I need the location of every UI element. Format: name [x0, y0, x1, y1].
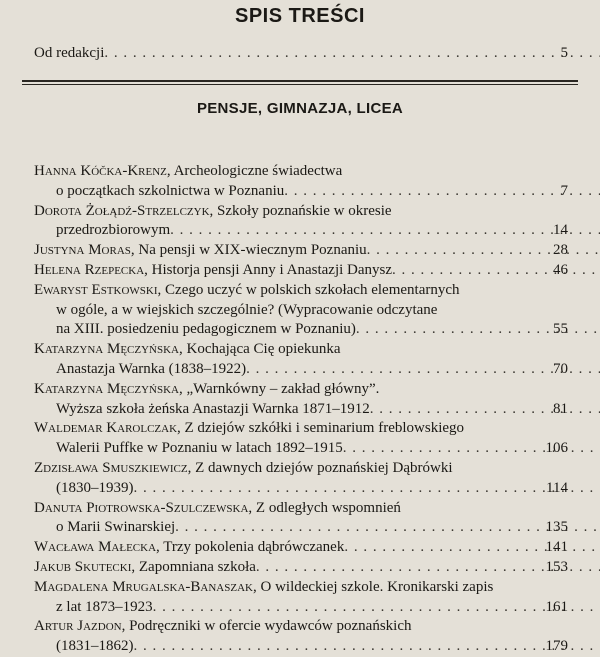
- entry-title-continued: [56, 180, 284, 202]
- dot-leader: [104, 45, 600, 61]
- entry-title: Na pensji w XIX-wiecznym Poznaniu: [138, 242, 366, 258]
- toc-entry-line[interactable]: [34, 338, 568, 360]
- entry-title-continued: [56, 358, 246, 380]
- entry-author: Magdalena Mrugalska-Banaszak: [34, 579, 253, 595]
- entry-title-continued: [56, 398, 370, 420]
- toc-entry-line[interactable]: [34, 556, 568, 578]
- entry-title: Zapomniana szkoła: [139, 559, 256, 575]
- toc-entry-line[interactable]: [34, 536, 568, 558]
- dot-leader: [392, 262, 600, 278]
- dot-leader: [134, 638, 600, 654]
- entry-title: Czego uczyć w polskich szkołach elementarnych: [165, 282, 459, 298]
- page-number: 161: [542, 596, 569, 618]
- page-number: 28: [549, 239, 568, 261]
- entry-title: z lat 1873–1923: [56, 599, 153, 615]
- divider: [22, 80, 578, 82]
- entry-author: Katarzyna Męczyńska: [34, 341, 179, 357]
- page-number: 141: [542, 536, 569, 558]
- entry-author: Danuta Piotrowska-Szulczewska: [34, 500, 248, 516]
- entry-title: Szkoły poznańskie w okresie: [217, 203, 392, 219]
- page-number: 114: [542, 477, 568, 499]
- entry-title: Walerii Puffke w Poznaniu w latach 1892–1915: [56, 440, 343, 456]
- entry-author-title: Katarzyna Męczyńska, Kochająca Cię opiekunka: [34, 338, 341, 360]
- entry-author: Dorota Żołądź-Strzelczyk: [34, 203, 210, 219]
- toc-entry-line[interactable]: [56, 635, 568, 657]
- toc-entry-line[interactable]: [56, 596, 568, 618]
- page-number: 153: [542, 556, 569, 578]
- toc-entry-intro[interactable]: [34, 42, 568, 64]
- entry-title: o początkach szkolnictwa w Poznaniu: [56, 183, 284, 199]
- page-number: 70: [549, 358, 568, 380]
- entry-title: Kochająca Cię opiekunka: [186, 341, 340, 357]
- entry-author: Justyna Moras: [34, 242, 131, 258]
- entry-title: Archeologiczne świadectwa: [174, 163, 343, 179]
- intro-title: Od redakcji: [34, 42, 104, 64]
- entry-author: Hanna Kóčka-Krenz: [34, 163, 167, 179]
- dot-leader: [343, 440, 600, 456]
- entry-author-title: Wacława Małecka, Trzy pokolenia dąbrówczanek: [34, 536, 344, 558]
- dot-leader: [370, 401, 600, 417]
- entry-title-continued: [56, 299, 437, 321]
- entry-author: Zdzisława Smuszkiewicz: [34, 460, 188, 476]
- entry-title: Z dawnych dziejów poznańskiej Dąbrówki: [195, 460, 452, 476]
- page-number: 135: [542, 516, 569, 538]
- toc-entry-line[interactable]: [34, 457, 568, 479]
- entry-author-title: Zdzisława Smuszkiewicz, Z dawnych dziejów poznańskiej Dąbrówki: [34, 457, 453, 479]
- entry-title-continued: [56, 477, 134, 499]
- dot-leader: [284, 183, 600, 199]
- dot-leader: [344, 539, 600, 555]
- page-number: 5: [557, 42, 569, 64]
- toc-entry-line[interactable]: [34, 200, 568, 222]
- entry-author: Katarzyna Męczyńska: [34, 381, 179, 397]
- toc-entry-line[interactable]: [56, 516, 568, 538]
- dot-leader: [170, 222, 600, 238]
- toc-entry-line[interactable]: [34, 497, 568, 519]
- toc-entry-line[interactable]: [56, 437, 568, 459]
- dot-leader: [175, 519, 600, 535]
- entry-author-title: Danuta Piotrowska-Szulczewska, Z odległych wspomnień: [34, 497, 401, 519]
- toc-entry-line[interactable]: [34, 615, 568, 637]
- toc-entry-line[interactable]: [56, 299, 568, 321]
- section-title: PENSJE, GIMNAZJA, LICEA: [0, 100, 600, 117]
- entry-author-title: Katarzyna Męczyńska, „Warnkówny – zakład główny”.: [34, 378, 379, 400]
- toc-entry-line[interactable]: [34, 378, 568, 400]
- dot-leader: [256, 559, 600, 575]
- page-number: 179: [542, 635, 569, 657]
- entry-author: Waldemar Karolczak: [34, 420, 177, 436]
- entry-author-title: Hanna Kóčka-Krenz, Archeologiczne świadectwa: [34, 160, 342, 182]
- toc-entry-line[interactable]: [56, 318, 568, 340]
- entry-title-continued: [56, 516, 175, 538]
- dot-leader: [153, 599, 600, 615]
- entry-title: (1830–1939): [56, 480, 134, 496]
- entry-title-continued: [56, 219, 170, 241]
- entry-author-title: Dorota Żołądź-Strzelczyk, Szkoły poznańskie w okresie: [34, 200, 392, 222]
- toc-entry-line[interactable]: [34, 259, 568, 281]
- entry-author: Ewaryst Estkowski: [34, 282, 158, 298]
- entry-title: Z odległych wspomnień: [256, 500, 401, 516]
- entry-title: Wyższa szkoła żeńska Anastazji Warnka 1871–1912: [56, 401, 370, 417]
- entry-author-title: Justyna Moras, Na pensji w XIX-wiecznym Poznaniu: [34, 239, 367, 261]
- dot-leader: [367, 242, 600, 258]
- page-number: 46: [549, 259, 568, 281]
- entry-author: Helena Rzepecka: [34, 262, 144, 278]
- entry-author-title: Waldemar Karolczak, Z dziejów szkółki i seminarium freblowskiego: [34, 417, 464, 439]
- toc-entry-line[interactable]: [34, 417, 568, 439]
- entry-author: Jakub Skutecki: [34, 559, 131, 575]
- entry-title: (1831–1862): [56, 638, 134, 654]
- entry-title: O wildeckiej szkole. Kronikarski zapis: [260, 579, 493, 595]
- entry-title: o Marii Swinarskiej: [56, 519, 175, 535]
- toc-entry-line[interactable]: [56, 219, 568, 241]
- dot-leader: [246, 361, 600, 377]
- dot-leader: [356, 321, 600, 337]
- entry-title-continued: [56, 437, 343, 459]
- entry-author: Artur Jazdon: [34, 618, 122, 634]
- page-title: SPIS TREŚCI: [0, 5, 600, 28]
- entry-title: Podręczniki w ofercie wydawców poznańskich: [129, 618, 411, 634]
- page-number: 106: [542, 437, 569, 459]
- toc-entry-line[interactable]: [56, 358, 568, 380]
- toc-entry-line[interactable]: [34, 576, 568, 598]
- divider: [22, 84, 578, 85]
- entry-author-title: Ewaryst Estkowski, Czego uczyć w polskich szkołach elementarnych: [34, 279, 460, 301]
- entry-title-continued: [56, 596, 153, 618]
- page-number: 55: [549, 318, 568, 340]
- page-number: 14: [549, 219, 568, 241]
- entry-author-title: Helena Rzepecka, Historja pensji Anny i Anastazji Danysz: [34, 259, 392, 281]
- entry-title: Z dziejów szkółki i seminarium freblowskiego: [185, 420, 465, 436]
- toc-entry-line[interactable]: [56, 477, 568, 499]
- toc-entry-line[interactable]: [34, 279, 568, 301]
- entry-title: w ogóle, a w wiejskich szczególnie? (Wypracowanie odczytane: [56, 302, 437, 318]
- toc-entry-line[interactable]: [56, 180, 568, 202]
- entry-title: Historja pensji Anny i Anastazji Danysz: [152, 262, 392, 278]
- entry-title: Anastazja Warnka (1838–1922): [56, 361, 246, 377]
- page-number: 81: [549, 398, 568, 420]
- entry-author: Wacława Małecka: [34, 539, 156, 555]
- toc-entry-line[interactable]: [34, 239, 568, 261]
- page-number: 7: [557, 180, 569, 202]
- entry-title: na XIII. posiedzeniu pedagogicznem w Poznaniu): [56, 321, 356, 337]
- entry-title: Trzy pokolenia dąbrówczanek: [163, 539, 344, 555]
- toc-entry-line[interactable]: [34, 160, 568, 182]
- entry-title: „Warnkówny – zakład główny”.: [186, 381, 379, 397]
- entry-author-title: Artur Jazdon, Podręczniki w ofercie wydawców poznańskich: [34, 615, 412, 637]
- entry-author-title: Magdalena Mrugalska-Banaszak, O wildeckiej szkole. Kronikarski zapis: [34, 576, 493, 598]
- entry-title-continued: [56, 635, 134, 657]
- entry-title: przedrozbiorowym: [56, 222, 170, 238]
- dot-leader: [134, 480, 600, 496]
- entry-title-continued: [56, 318, 356, 340]
- toc-entry-line[interactable]: [56, 398, 568, 420]
- entry-author-title: Jakub Skutecki, Zapomniana szkoła: [34, 556, 256, 578]
